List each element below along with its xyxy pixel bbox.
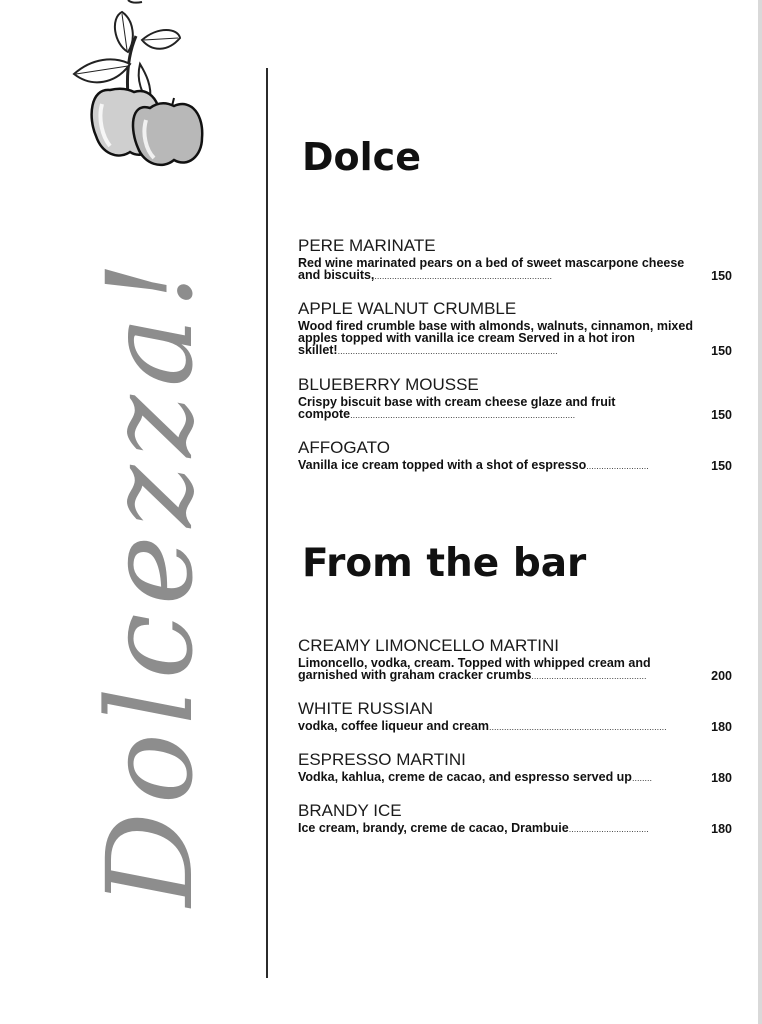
dot-leader: ........ [631, 773, 652, 783]
menu-item [298, 375, 732, 421]
item-description: Limoncello, vodka, cream. Topped with whipped cream and garnished with graham cracker crumbs [298, 656, 651, 682]
dolcezza-script-title: Dolcezza! [81, 253, 219, 907]
item-description: Vodka, kahlua, creme de cacao, and espresso served up [298, 770, 632, 784]
item-name: PERE MARINATE [298, 236, 436, 255]
item-price: 150 [711, 408, 732, 422]
dot-leader: ....................................................................... [489, 722, 667, 732]
apple-illustration [62, 0, 212, 175]
item-description: Vanilla ice cream topped with a shot of espresso [298, 458, 587, 472]
menu-item [298, 438, 732, 472]
section-title-from-the-bar: From the bar [302, 541, 587, 586]
menu-item [298, 636, 732, 682]
item-price: 200 [711, 669, 732, 683]
dot-leader: .............................................. [531, 671, 647, 681]
dot-leader: ........................................................................................ [337, 346, 558, 356]
item-name: CREAMY LIMONCELLO MARTINI [298, 636, 560, 655]
item-name: AFFOGATO [298, 438, 390, 457]
item-name: BRANDY ICE [298, 801, 402, 820]
menu-item [298, 236, 732, 282]
vertical-divider [266, 68, 268, 978]
dot-leader: ................................ [568, 824, 649, 834]
item-description: Wood fired crumble base with almonds, walnuts, cinnamon, mixed apples topped with vanilla ice cream Served in a hot iron skillet! [298, 319, 693, 357]
section-title-dolce: Dolce [302, 135, 421, 179]
item-name: ESPRESSO MARTINI [298, 750, 466, 769]
menu-item [298, 699, 732, 733]
menu-item [298, 801, 732, 835]
dot-leader: ......................... [586, 461, 649, 471]
dot-leader: .......................................................................................... [350, 410, 576, 420]
item-description: Ice cream, brandy, creme de cacao, Drambuie [298, 821, 569, 835]
item-price: 150 [711, 459, 732, 473]
item-price: 180 [711, 822, 732, 836]
dot-leader: ....................................................................... [374, 271, 552, 281]
item-price: 150 [711, 344, 732, 358]
menu-item [298, 750, 732, 784]
item-price: 180 [711, 720, 732, 734]
item-name: BLUEBERRY MOUSSE [298, 375, 479, 394]
item-name: WHITE RUSSIAN [298, 699, 434, 718]
item-description: Crispy biscuit base with cream cheese glaze and fruit compote [298, 395, 616, 421]
menu-item [298, 299, 732, 357]
item-price: 180 [711, 771, 732, 785]
item-description: Red wine marinated pears on a bed of sweet mascarpone cheese and biscuits, [298, 256, 685, 282]
item-name: APPLE WALNUT CRUMBLE [298, 299, 517, 318]
page-edge-shadow [758, 0, 762, 1024]
item-price: 150 [711, 269, 732, 283]
item-description: vodka, coffee liqueur and cream [298, 719, 490, 733]
